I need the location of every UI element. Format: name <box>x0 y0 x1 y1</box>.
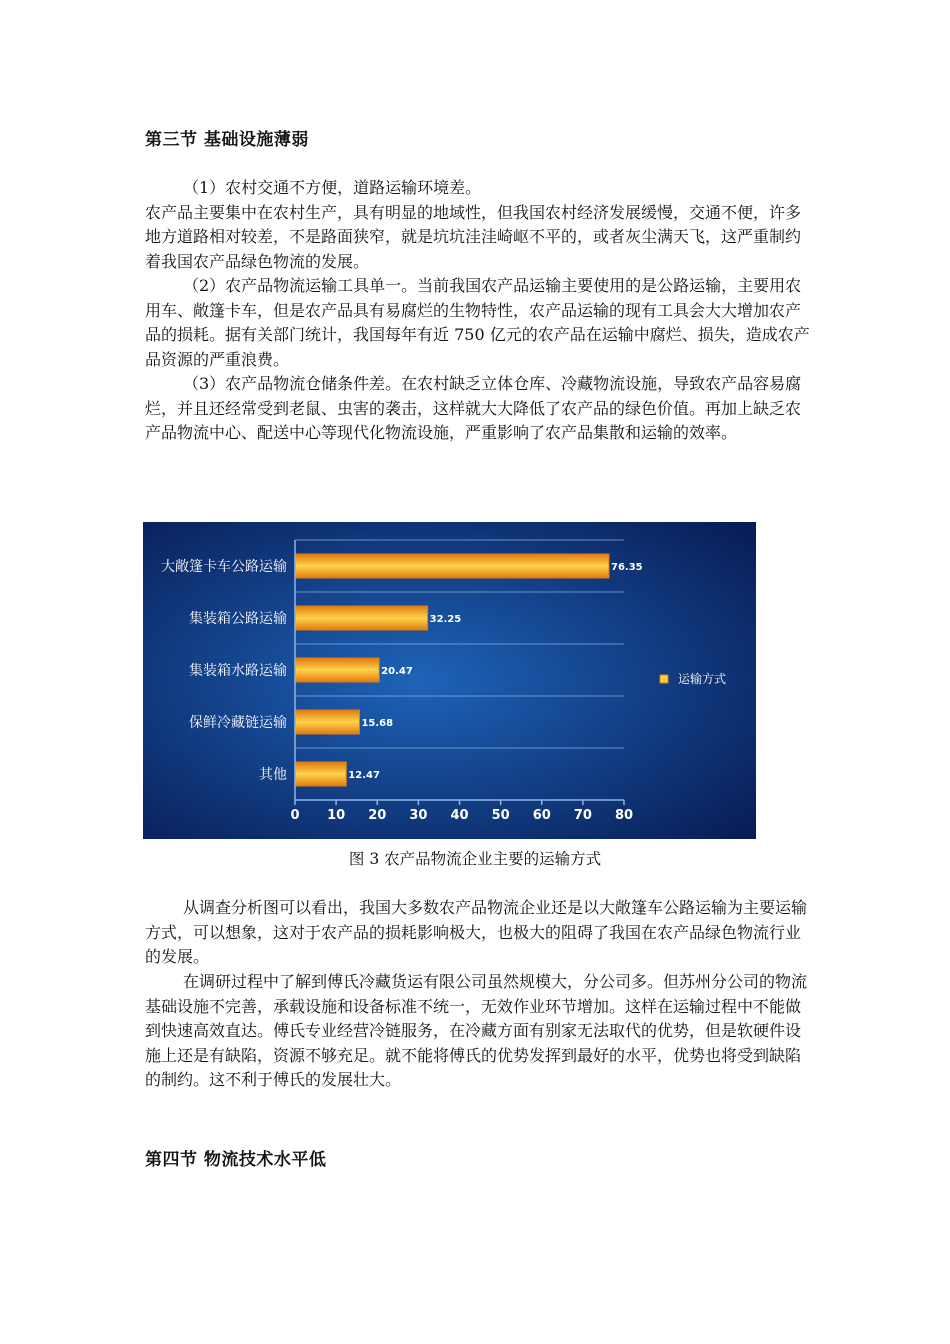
paragraph-1-body: 农产品主要集中在农村生产，具有明显的地域性，但我国农村经济发展缓慢，交通不便，许多地方道路相对较差，不是路面狭窄，就是坑坑洼洼崎岖不平的，或者灰尘满天飞，这严重制约着我国农产品绿色物流的发展。 <box>145 202 802 271</box>
paragraph-1-title: （1）农村交通不方便，道路运输环境差。 <box>183 178 482 197</box>
category-label: 大敞篷卡车公路运输 <box>161 559 287 575</box>
tick-label: 0 <box>290 808 300 823</box>
paragraph-3: （3）农产品物流仓储条件差。在农村缺乏立体仓库、冷藏物流设施，导致农产品容易腐烂，并且还经常受到老鼠、虫害的袭击，这样就大大降低了农产品的绿色价值。再加上缺乏农产品物流中心、配送中心等现代化物流设施，严重影响了农产品集散和运输的效率。 <box>145 374 802 442</box>
transport-mode-chart <box>143 522 756 839</box>
paragraph-2: （2）农产品物流运输工具单一。当前我国农产品运输主要使用的是公路运输，主要用农用车、敞篷卡车，但是农产品具有易腐烂的生物特性，农产品运输的现有工具会大大增加农产品的损耗。据有关部门统计，我国每年有近 750 亿元的农产品在运输中腐烂、损失，造成农产品资源的严重浪费。 <box>145 276 810 369</box>
data-label: 12.47 <box>348 770 380 781</box>
bar <box>295 710 359 734</box>
tick-label: 70 <box>573 808 592 823</box>
data-label: 76.35 <box>610 562 643 573</box>
tick-label: 40 <box>450 808 469 823</box>
legend-swatch <box>660 675 668 683</box>
section-heading: 第三节 基础设施薄弱 <box>145 130 309 150</box>
tick-label: 50 <box>491 808 510 823</box>
figure-caption: 图 3 农产品物流企业主要的运输方式 <box>348 850 602 868</box>
section-heading-next: 第四节 物流技术水平低 <box>145 1150 327 1170</box>
category-label: 集装箱水路运输 <box>189 663 287 679</box>
data-label: 32.25 <box>429 614 462 625</box>
tick-label: 80 <box>614 808 634 823</box>
category-label: 集装箱公路运输 <box>189 611 287 627</box>
tick-label: 60 <box>532 808 551 823</box>
bar <box>295 606 428 630</box>
tick-label: 30 <box>409 808 428 823</box>
data-label: 15.68 <box>361 718 394 729</box>
category-label: 保鲜冷藏链运输 <box>189 715 287 731</box>
analysis-paragraph-2: 在调研过程中了解到傅氏冷藏货运有限公司虽然规模大，分公司多。但苏州分公司的物流基础设施不完善，承载设施和设备标准不统一，无效作业环节增加。这样在运输过程中不能做到快速高效直达。傅氏专业经营冷链服务，在冷藏方面有别家无法取代的优势，但是软硬件设施上还是有缺陷，资源不够充足。就不能将傅氏的优势发挥到最好的水平，优势也将受到缺陷的制约。这不利于傅氏的发展壮大。 <box>145 972 808 1089</box>
analysis-paragraph-1: 从调查分析图可以看出，我国大多数农产品物流企业还是以大敞篷车公路运输为主要运输方式，可以想象，这对于农产品的损耗影响极大，也极大的阻碍了我国在农产品绿色物流行业的发展。 <box>145 898 808 966</box>
bar-chart-svg <box>143 522 756 839</box>
category-label: 其他 <box>259 767 287 783</box>
tick-label: 10 <box>327 808 346 823</box>
legend-label: 运输方式 <box>678 672 727 686</box>
bar <box>295 554 609 578</box>
tick-label: 20 <box>368 808 387 823</box>
bar <box>295 658 379 682</box>
bar <box>295 762 346 786</box>
data-label: 20.47 <box>381 666 413 677</box>
